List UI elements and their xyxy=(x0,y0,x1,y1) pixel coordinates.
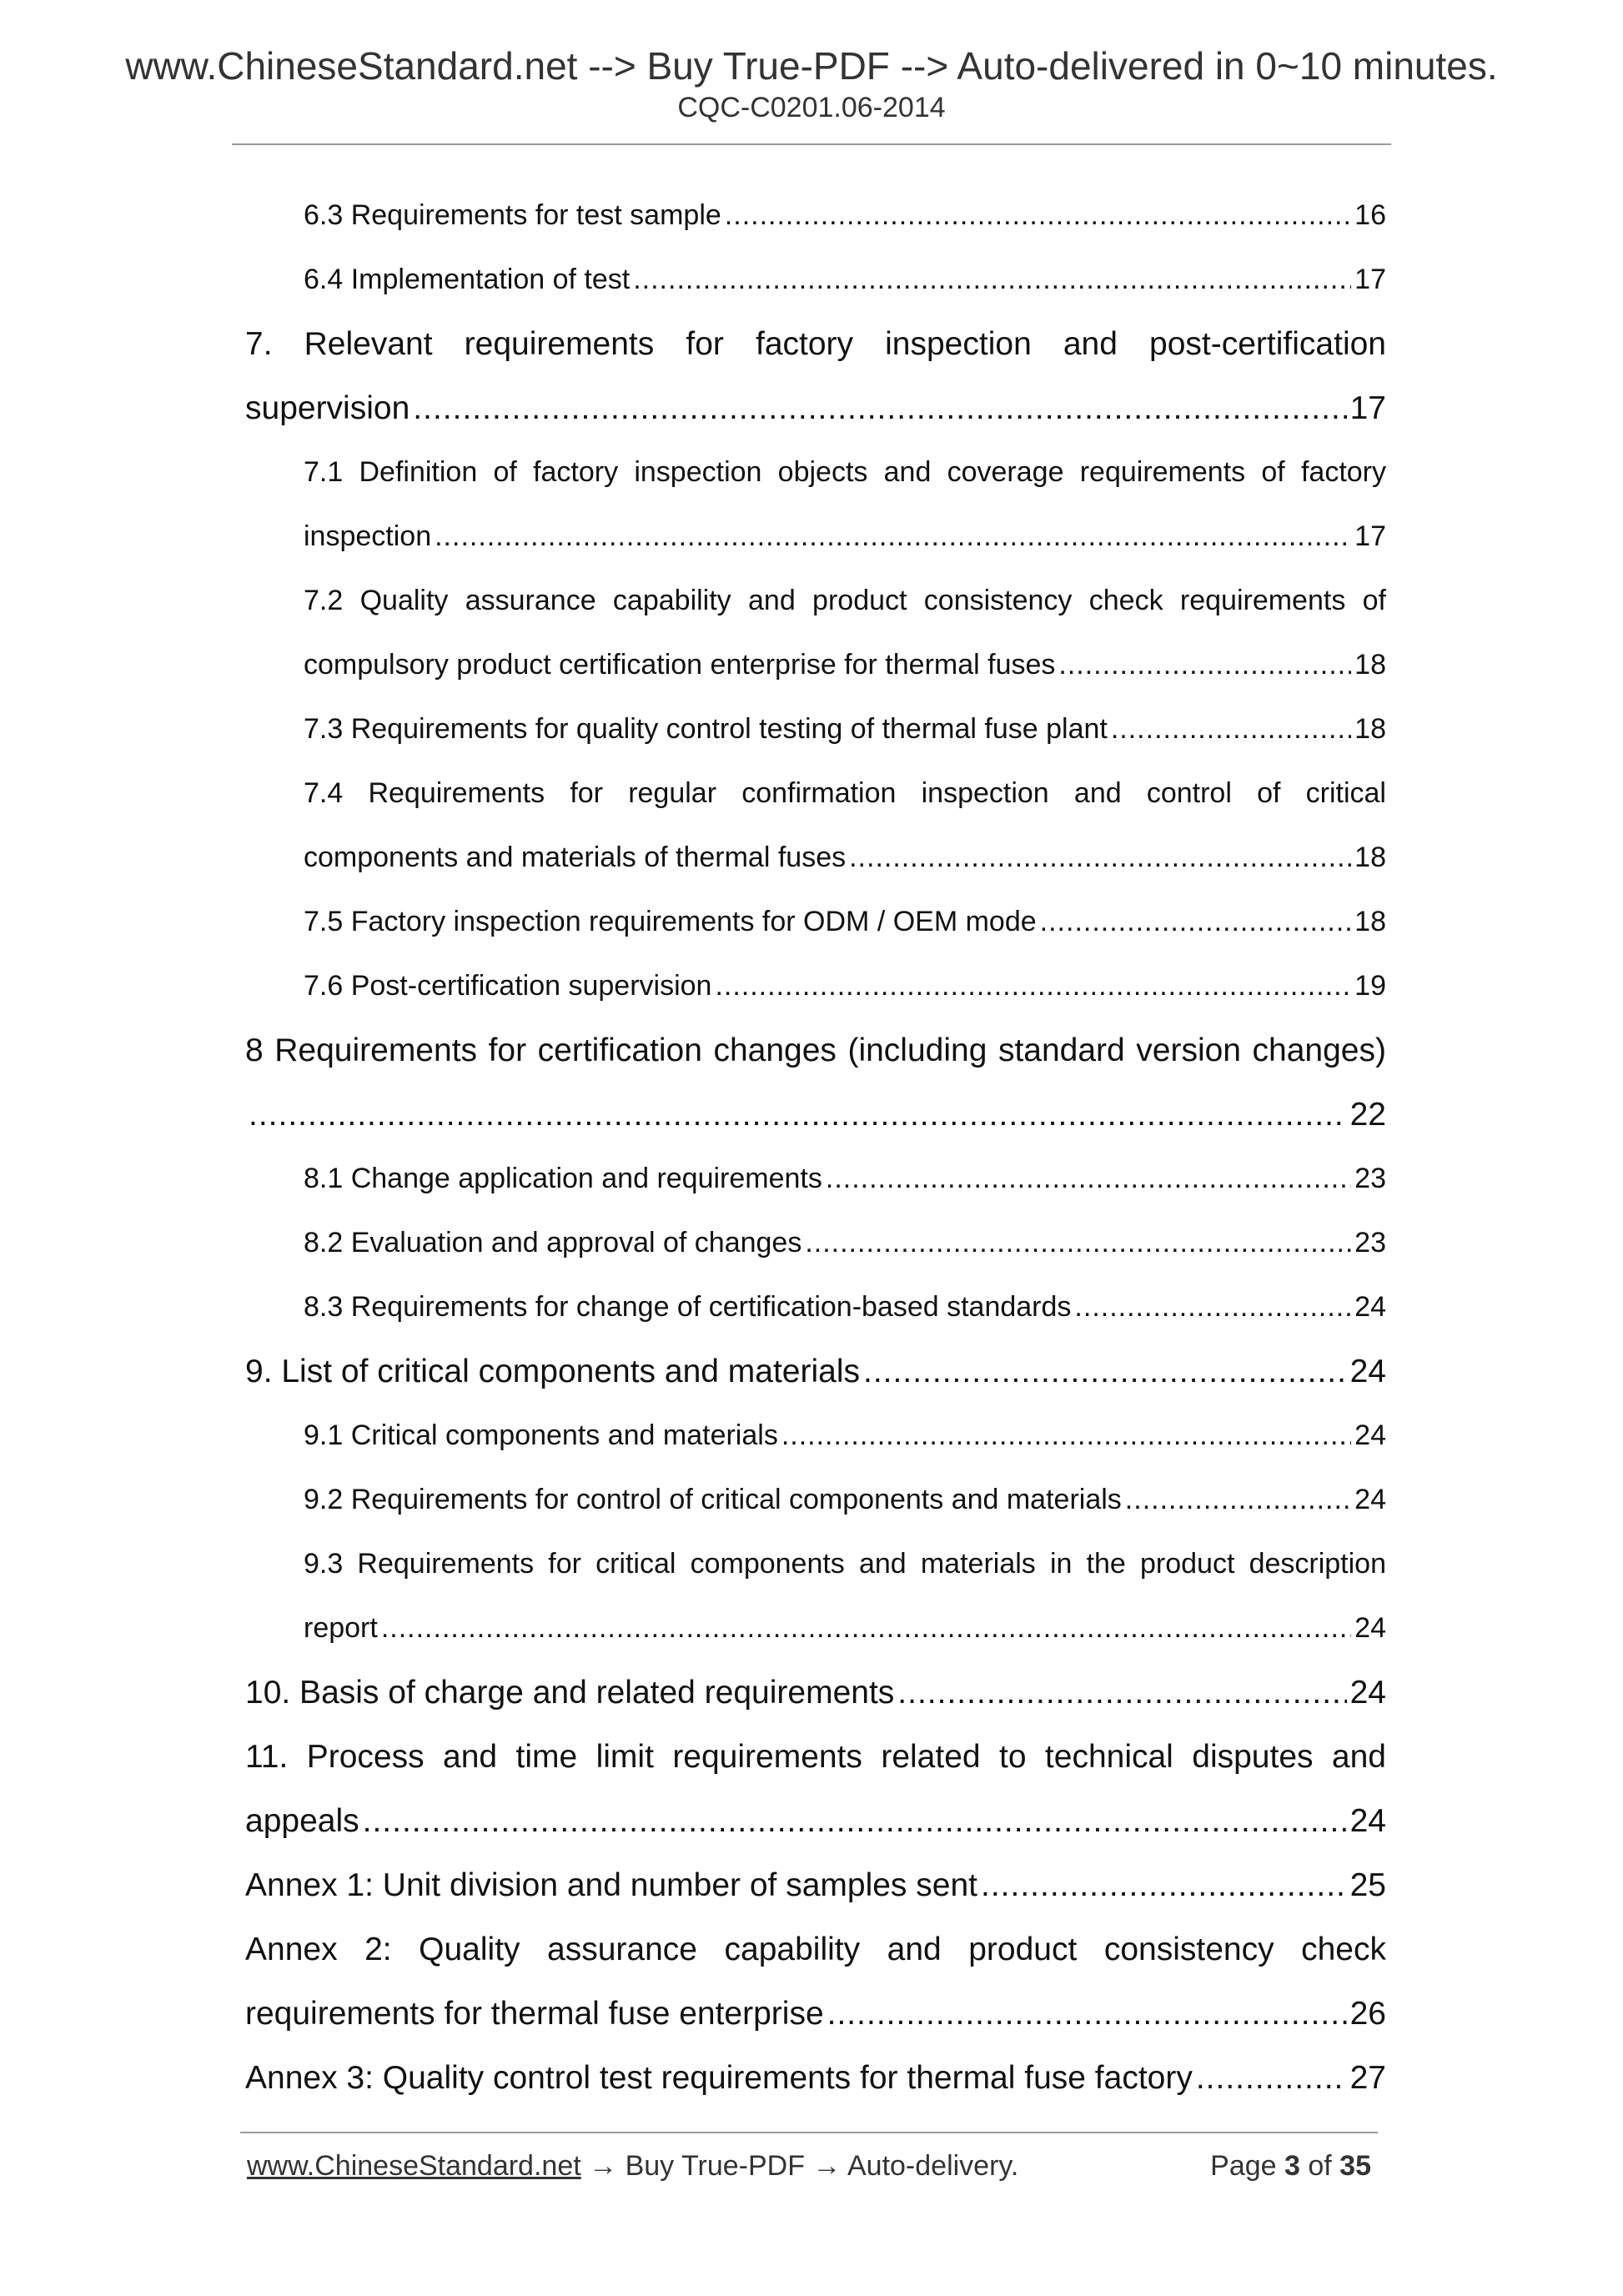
toc-page-number: 17 xyxy=(1354,520,1386,552)
page-label: Page xyxy=(1210,2150,1284,2182)
toc-page-number: 19 xyxy=(1354,970,1386,1002)
toc-entry-title-line: 7.4 Requirements for regular confirmation inspection and control of critical xyxy=(304,777,1386,809)
toc-entry-title: Annex 3: Quality control test requirements for thermal fuse factory xyxy=(245,2060,1193,2096)
dot-leader xyxy=(805,1211,1351,1275)
toc-entry-title-line: 7.1 Definition of factory inspection objects and coverage requirements of factory xyxy=(304,456,1386,488)
toc-entry[interactable] xyxy=(245,248,1386,312)
toc-entry-title-line: 7. Relevant requirements for factory inspection and post-certification xyxy=(245,326,1386,362)
dot-leader xyxy=(1040,890,1352,954)
toc-entry[interactable] xyxy=(245,2046,1386,2110)
header-divider xyxy=(232,143,1391,145)
toc-entry[interactable] xyxy=(245,1018,1386,1147)
dot-leader xyxy=(715,954,1351,1018)
toc-entry[interactable] xyxy=(245,890,1386,954)
dot-leader xyxy=(249,1083,1347,1147)
toc-entry-title: components and materials of thermal fuses xyxy=(304,842,847,873)
page-indicator xyxy=(1210,2150,1371,2183)
toc-page-number: 16 xyxy=(1354,199,1386,231)
toc-entry[interactable] xyxy=(245,1404,1386,1468)
toc-entry[interactable] xyxy=(245,1147,1386,1211)
dot-leader xyxy=(1058,633,1351,697)
footer-divider xyxy=(240,2132,1378,2133)
toc-entry-title: 9.2 Requirements for control of critical components and materials xyxy=(304,1484,1122,1515)
toc-page-number: 18 xyxy=(1354,906,1386,937)
toc-entry[interactable] xyxy=(245,697,1386,761)
toc-entry-title: requirements for thermal fuse enterprise xyxy=(245,1996,824,2032)
toc-entry[interactable] xyxy=(245,761,1386,890)
toc-page-number: 24 xyxy=(1354,1419,1386,1451)
current-page-number: 3 xyxy=(1284,2150,1300,2182)
dot-leader xyxy=(435,505,1351,569)
dot-leader xyxy=(725,183,1351,248)
dot-leader xyxy=(1074,1275,1351,1339)
toc-entry[interactable] xyxy=(245,1275,1386,1339)
toc-page-number: 24 xyxy=(1349,1803,1386,1839)
toc-entry[interactable] xyxy=(245,954,1386,1018)
toc-entry[interactable] xyxy=(245,1468,1386,1532)
dot-leader xyxy=(897,1660,1346,1725)
toc-page-number: 17 xyxy=(1354,264,1386,295)
toc-entry-title-line: 8 Requirements for certification changes (including standard version changes) xyxy=(245,1032,1386,1068)
toc-entry[interactable] xyxy=(245,569,1386,697)
toc-page-number: 24 xyxy=(1354,1612,1386,1644)
toc-entry-title-line: 11. Process and time limit requirements related to technical disputes and xyxy=(245,1739,1386,1775)
toc-page-number: 24 xyxy=(1349,1675,1386,1711)
dot-leader xyxy=(381,1596,1351,1660)
toc-entry-title-line: 9.3 Requirements for critical components and materials in the product description xyxy=(304,1548,1386,1580)
toc-entry-title: 7.5 Factory inspection requirements for ODM / OEM mode xyxy=(304,906,1037,937)
toc-entry-title: 7.6 Post-certification supervision xyxy=(304,970,712,1002)
toc-entry[interactable] xyxy=(245,1339,1386,1404)
toc-entry[interactable] xyxy=(245,1917,1386,2046)
header-banner: www.ChineseStandard.net --> Buy True-PDF --> Auto-delivered in 0~10 minutes. xyxy=(125,44,1498,88)
toc-entry-title-line: 7.2 Quality assurance capability and product consistency check requirements of xyxy=(304,585,1386,616)
toc-page-number: 24 xyxy=(1354,1291,1386,1323)
footer-site-link[interactable]: www.ChineseStandard.net xyxy=(247,2150,581,2182)
toc-entry-title: 8.3 Requirements for change of certification-based standards xyxy=(304,1291,1072,1323)
toc-entry[interactable] xyxy=(245,1725,1386,1853)
toc-entry-title: appeals xyxy=(245,1803,359,1839)
toc-entry[interactable] xyxy=(245,1660,1386,1725)
toc-entry-title: inspection xyxy=(304,520,432,552)
toc-entry-title: 7.3 Requirements for quality control testing of thermal fuse plant xyxy=(304,713,1108,745)
toc-entry[interactable] xyxy=(245,440,1386,569)
toc-entry[interactable] xyxy=(245,1211,1386,1275)
toc-entry-title: Annex 1: Unit division and number of samples sent xyxy=(245,1867,977,1903)
total-pages-number: 35 xyxy=(1339,2150,1371,2182)
dot-leader xyxy=(363,1789,1347,1853)
toc-page-number: 18 xyxy=(1354,842,1386,873)
dot-leader xyxy=(863,1339,1347,1404)
toc-entry-title: 8.1 Change application and requirements xyxy=(304,1163,822,1194)
dot-leader xyxy=(413,376,1346,440)
toc-entry[interactable] xyxy=(245,1532,1386,1660)
toc-entry-title: 6.3 Requirements for test sample xyxy=(304,199,721,231)
toc-page-number: 22 xyxy=(1349,1097,1386,1133)
toc-entry-title: 9.1 Critical components and materials xyxy=(304,1419,778,1451)
toc-entry-title: 10. Basis of charge and related requirements xyxy=(245,1675,895,1711)
of-label: of xyxy=(1299,2150,1340,2182)
toc-entry-title: compulsory product certification enterprise for thermal fuses xyxy=(304,649,1056,681)
dot-leader xyxy=(827,1982,1347,2046)
toc-entry-title: supervision xyxy=(245,390,410,426)
toc-page-number: 24 xyxy=(1354,1484,1386,1515)
toc-page-number: 26 xyxy=(1349,1996,1386,2032)
dot-leader xyxy=(781,1404,1351,1468)
toc-page-number: 25 xyxy=(1349,1867,1386,1903)
toc-page-number: 24 xyxy=(1349,1354,1386,1389)
toc-entry-title: 6.4 Implementation of test xyxy=(304,264,631,295)
dot-leader xyxy=(849,826,1351,890)
toc-page-number: 18 xyxy=(1354,713,1386,745)
toc-entry-title: 9. List of critical components and materials xyxy=(245,1354,861,1389)
table-of-contents xyxy=(245,183,1386,2110)
toc-entry-title: report xyxy=(304,1612,378,1644)
toc-entry[interactable] xyxy=(245,1853,1386,1917)
dot-leader xyxy=(826,1147,1351,1211)
page-footer xyxy=(247,2150,1378,2183)
document-code: CQC-C0201.06-2014 xyxy=(677,92,946,123)
toc-entry-title: 8.2 Evaluation and approval of changes xyxy=(304,1227,802,1259)
dot-leader xyxy=(1125,1468,1351,1532)
dot-leader xyxy=(981,1853,1347,1917)
toc-entry-title-line: Annex 2: Quality assurance capability and product consistency check xyxy=(245,1932,1386,1967)
dot-leader xyxy=(1111,697,1351,761)
toc-page-number: 27 xyxy=(1349,2060,1386,2096)
toc-page-number: 23 xyxy=(1354,1227,1386,1259)
dot-leader xyxy=(1196,2046,1347,2110)
toc-page-number: 18 xyxy=(1354,649,1386,681)
toc-entry[interactable] xyxy=(245,183,1386,248)
toc-entry[interactable] xyxy=(245,312,1386,440)
footer-tagline: → Buy True-PDF → Auto-delivery. xyxy=(580,2150,1019,2182)
dot-leader xyxy=(633,248,1351,312)
toc-page-number: 23 xyxy=(1354,1163,1386,1194)
toc-page-number: 17 xyxy=(1349,390,1386,426)
